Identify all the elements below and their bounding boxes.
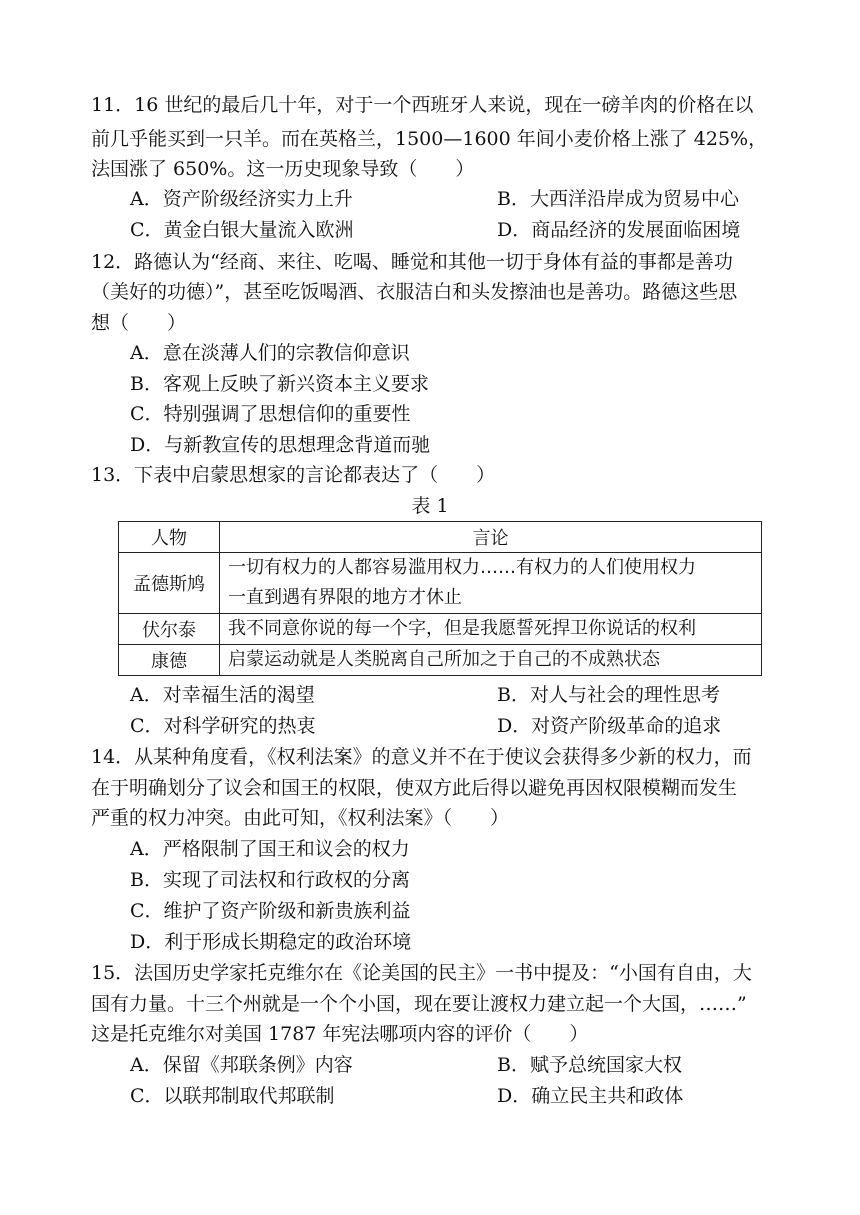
- table-header-person: 人物: [119, 522, 220, 553]
- q12-option-d[interactable]: D．与新教宣传的思想理念背道而驰: [130, 434, 431, 456]
- q14-option-b[interactable]: B．实现了司法权和行政权的分离: [130, 869, 410, 891]
- q13-option-a[interactable]: A．对幸福生活的渴望: [130, 684, 315, 706]
- q13-option-d[interactable]: D．对资产阶级革命的追求: [497, 715, 722, 737]
- q15-option-d[interactable]: D．确立民主共和政体: [497, 1085, 684, 1107]
- q14-option-d[interactable]: D．利于形成长期稳定的政治环境: [130, 931, 412, 953]
- table-cell-person: 孟德斯鸠: [119, 553, 220, 614]
- q12-stem-line2: （美好的功德）”，甚至吃饭喝酒、衣服洁白和头发擦油也是善功。路德这些思: [91, 281, 738, 303]
- q12-option-c[interactable]: C．特别强调了思想信仰的重要性: [130, 403, 411, 425]
- table-cell-quote: [220, 553, 762, 614]
- q12-stem-line3: 想（ ）: [91, 312, 187, 334]
- q14-stem-line1: 14．从某种角度看，《权利法案》的意义并不在于使议会获得多少新的权力，而: [91, 746, 752, 768]
- q15-options-row1: [130, 1053, 770, 1077]
- q11-stem-line2: 前几乎能买到一只羊。而在英格兰，1500—1600 年间小麦价格上涨了 425%，: [91, 128, 768, 150]
- table-caption: 表 1: [411, 495, 449, 517]
- q15-stem-line1: 15．法国历史学家托克维尔在《论美国的民主》一书中提及：“小国有自由，大: [91, 962, 752, 984]
- table-header-quote: 言论: [220, 522, 762, 553]
- table-row: [119, 553, 762, 614]
- table-cell-quote: 启蒙运动就是人类脱离自己所加之于自己的不成熟状态: [220, 645, 762, 676]
- table-header-row: [119, 522, 762, 553]
- quote-line: 一切有权力的人都容易滥用权力……有权力的人们使用权力: [228, 557, 696, 578]
- q15-stem-line3: 这是托克维尔对美国 1787 年宪法哪项内容的评价（ ）: [91, 1023, 589, 1045]
- q11-option-d[interactable]: D．商品经济的发展面临困境: [497, 219, 741, 241]
- q14-option-a[interactable]: A．严格限制了国王和议会的权力: [130, 838, 410, 860]
- q14-option-c[interactable]: C．维护了资产阶级和新贵族利益: [130, 900, 411, 922]
- q15-option-a[interactable]: A．保留《邦联条例》内容: [130, 1054, 353, 1076]
- q13-option-b[interactable]: B．对人与社会的理性思考: [497, 684, 720, 706]
- q11-option-b[interactable]: B．大西洋沿岸成为贸易中心: [497, 188, 739, 210]
- table-row: [119, 645, 762, 676]
- q11-option-c[interactable]: C．黄金白银大量流入欧洲: [130, 219, 354, 241]
- q15-option-c[interactable]: C．以联邦制取代邦联制: [130, 1085, 335, 1107]
- thinkers-table: [118, 521, 762, 676]
- q11-options-row1: [130, 187, 770, 211]
- q11-stem-line3: 法国涨了 650%。这一历史现象导致（ ）: [91, 158, 475, 180]
- table-cell-person: 康德: [119, 645, 220, 676]
- q11-options-row2: [130, 218, 770, 242]
- table-cell-person: 伏尔泰: [119, 614, 220, 645]
- q13-option-c[interactable]: C．对科学研究的热衷: [130, 715, 316, 737]
- q12-stem-line1: 12．路德认为“经商、来往、吃喝、睡觉和其他一切于身体有益的事都是善功: [91, 251, 733, 273]
- q15-option-b[interactable]: B．赋予总统国家大权: [497, 1054, 682, 1076]
- q11-option-a[interactable]: A．资产阶级经济实力上升: [130, 188, 353, 210]
- q13-stem-line1: 13．下表中启蒙思想家的言论都表达了（ ）: [91, 464, 496, 486]
- q13-options-row1: [130, 683, 770, 707]
- table-cell-quote: 我不同意你说的每一个字，但是我愿誓死捍卫你说话的权利: [220, 614, 762, 645]
- table-row: [119, 614, 762, 645]
- q11-stem-line1: 11．16 世纪的最后几十年，对于一个西班牙人来说，现在一磅羊肉的价格在以: [91, 94, 754, 116]
- q15-stem-line2: 国有力量。十三个州就是一个个小国，现在要让渡权力建立起一个大国，……”: [91, 993, 747, 1015]
- q15-options-row2: [130, 1084, 770, 1108]
- q14-stem-line3: 严重的权力冲突。由此可知，《权利法案》（ ）: [91, 807, 510, 829]
- quote-line: 一直到遇有界限的地方才休止: [228, 587, 462, 608]
- q12-option-a[interactable]: A．意在淡薄人们的宗教信仰意识: [130, 342, 410, 364]
- q14-stem-line2: 在于明确划分了议会和国王的权限，使双方此后得以避免再因权限模糊而发生: [91, 777, 738, 799]
- q12-option-b[interactable]: B．客观上反映了新兴资本主义要求: [130, 373, 429, 395]
- q13-options-row2: [130, 714, 770, 738]
